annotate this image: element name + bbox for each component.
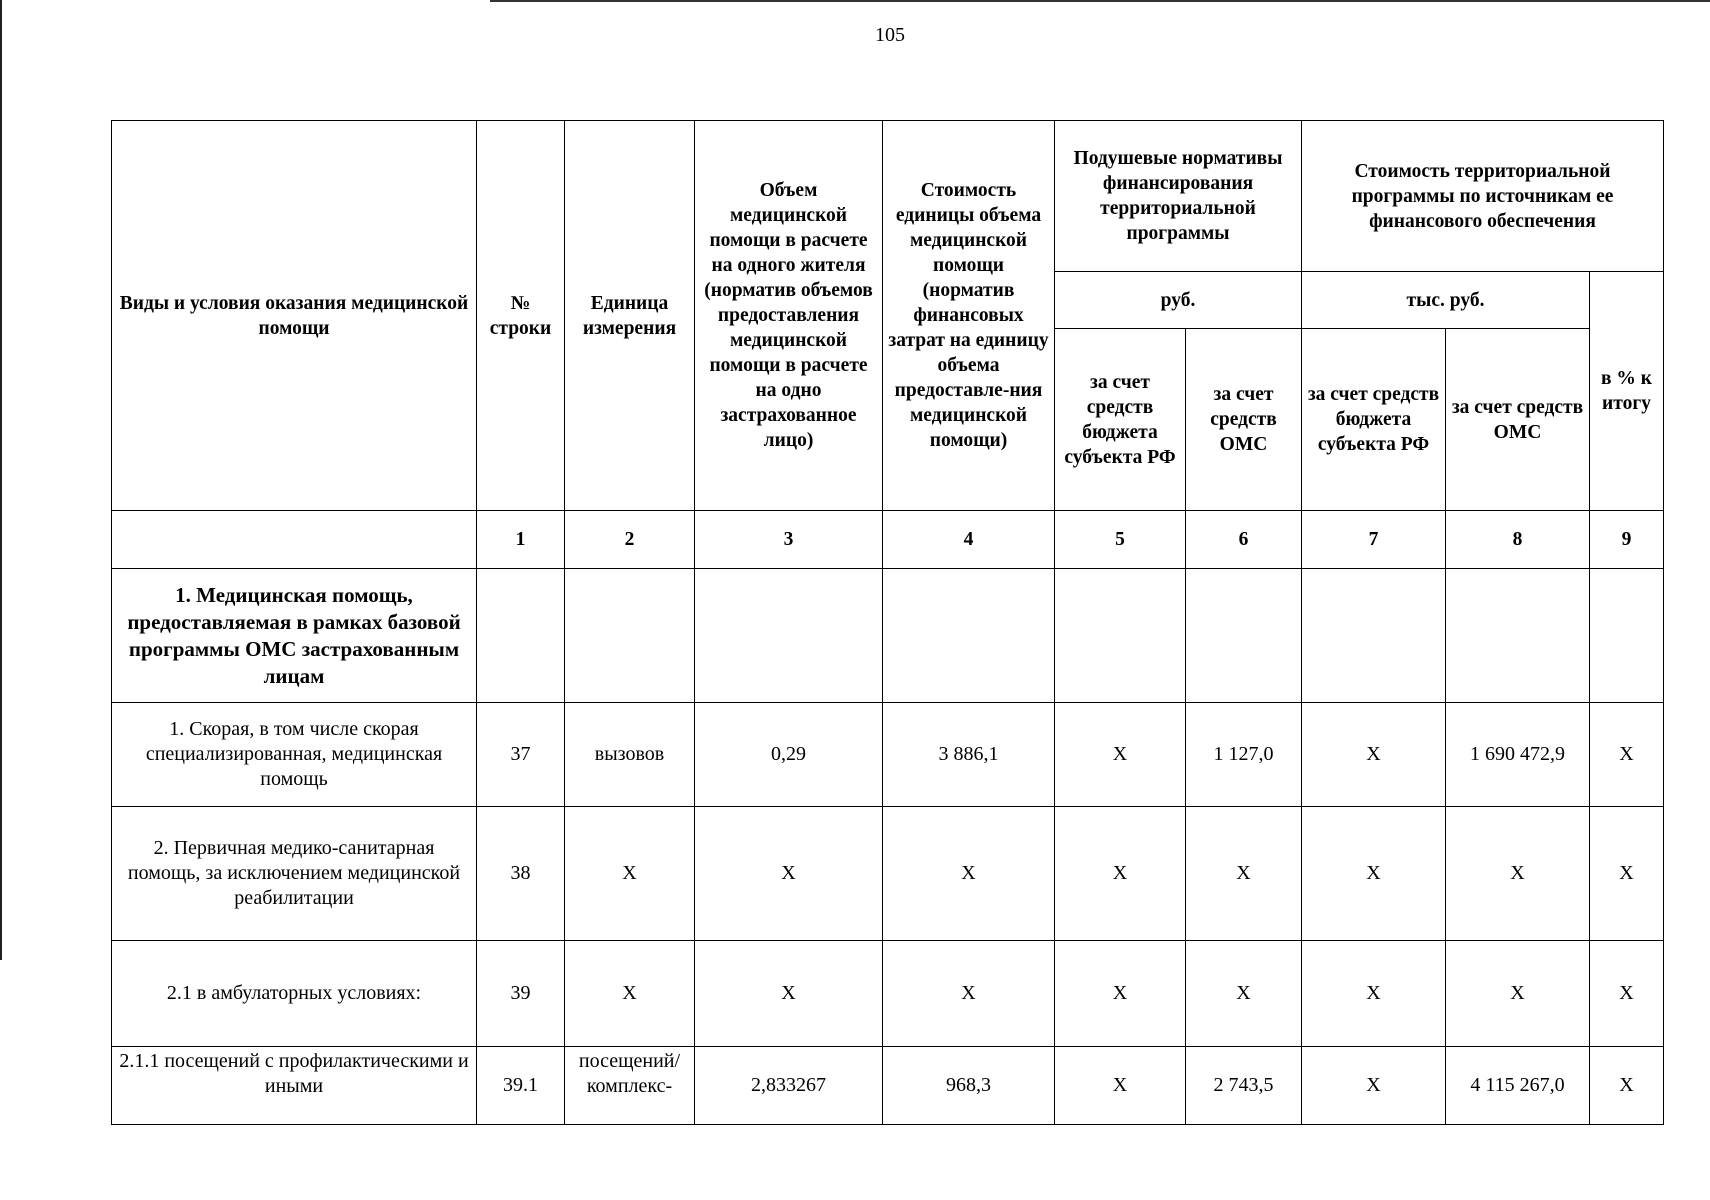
- row-cost: 968,3: [883, 1047, 1055, 1125]
- row-line-number: 37: [477, 703, 565, 807]
- row-volume: X: [695, 941, 883, 1047]
- row-col7: X: [1302, 941, 1446, 1047]
- row-unit: [565, 569, 695, 703]
- row-name: 1. Скорая, в том числе скорая специализированная, медицинская помощь: [112, 703, 477, 807]
- table-row: [112, 569, 1664, 703]
- row-col7: X: [1302, 1047, 1446, 1125]
- row-volume: 0,29: [695, 703, 883, 807]
- column-number: 3: [695, 511, 883, 569]
- table-row: [112, 807, 1664, 941]
- row-col8: 1 690 472,9: [1446, 703, 1590, 807]
- left-edge-line: [0, 0, 2, 960]
- row-col9: X: [1590, 1047, 1664, 1125]
- row-col7: [1302, 569, 1446, 703]
- row-col9: X: [1590, 703, 1664, 807]
- row-cost: [883, 569, 1055, 703]
- row-col6: X: [1186, 941, 1302, 1047]
- row-col8: 4 115 267,0: [1446, 1047, 1590, 1125]
- column-number: 6: [1186, 511, 1302, 569]
- table-header: [112, 121, 1664, 569]
- page-number: 105: [875, 24, 905, 46]
- row-col7: X: [1302, 703, 1446, 807]
- header-line-number: № строки: [477, 121, 565, 511]
- row-col6: [1186, 569, 1302, 703]
- row-name: 2. Первичная медико-санитарная помощь, за исключением медицинской реабилитации: [112, 807, 477, 941]
- row-col7: X: [1302, 807, 1446, 941]
- row-col9: X: [1590, 807, 1664, 941]
- header-volume: Объем медицинской помощи в расчете на одного жителя (норматив объемов предоставления медицинской помощи в расчете на одно застрахованное лицо): [695, 121, 883, 511]
- row-cost: X: [883, 807, 1055, 941]
- column-number: [112, 511, 477, 569]
- row-unit: вызовов: [565, 703, 695, 807]
- header-unit-cost: Стоимость единицы объема медицинской помощи (норматив финансовых затрат на единицу объема предоставле-ния медицинской помощи): [883, 121, 1055, 511]
- table-row: [112, 703, 1664, 807]
- header-thousand-rub: тыс. руб.: [1302, 272, 1590, 329]
- row-volume: X: [695, 807, 883, 941]
- header-oms-6: за счет средств ОМС: [1186, 329, 1302, 511]
- row-line-number: [477, 569, 565, 703]
- column-number: 9: [1590, 511, 1664, 569]
- column-number: 7: [1302, 511, 1446, 569]
- row-line-number: 38: [477, 807, 565, 941]
- top-edge-line: [490, 0, 1710, 2]
- row-unit: X: [565, 941, 695, 1047]
- row-unit: X: [565, 807, 695, 941]
- column-number: 5: [1055, 511, 1186, 569]
- header-types-conditions: Виды и условия оказания медицинской помощи: [112, 121, 477, 511]
- row-col9: [1590, 569, 1664, 703]
- row-name: 2.1 в амбулаторных условиях:: [112, 941, 477, 1047]
- row-col5: X: [1055, 1047, 1186, 1125]
- header-oms-8: за счет средств ОМС: [1446, 329, 1590, 511]
- row-col8: [1446, 569, 1590, 703]
- row-line-number: 39: [477, 941, 565, 1047]
- row-col6: 2 743,5: [1186, 1047, 1302, 1125]
- row-col5: [1055, 569, 1186, 703]
- row-name: 2.1.1 посещений с профилактическими и иными: [112, 1047, 477, 1125]
- row-col8: X: [1446, 941, 1590, 1047]
- row-name: 1. Медицинская помощь, предоставляемая в рамках базовой программы ОМС застрахованным лицам: [112, 569, 477, 703]
- table-row: [112, 941, 1664, 1047]
- row-col9: X: [1590, 941, 1664, 1047]
- row-cost: X: [883, 941, 1055, 1047]
- program-cost-table: [111, 120, 1664, 1125]
- row-col5: X: [1055, 941, 1186, 1047]
- row-line-number: 39.1: [477, 1047, 565, 1125]
- header-unit: Единица измерения: [565, 121, 695, 511]
- column-number: 1: [477, 511, 565, 569]
- header-program-cost-group: Стоимость территориальной программы по источникам ее финансового обеспечения: [1302, 121, 1664, 272]
- table-row: [112, 1047, 1664, 1125]
- row-col8: X: [1446, 807, 1590, 941]
- row-col5: X: [1055, 807, 1186, 941]
- row-col5: X: [1055, 703, 1186, 807]
- header-per-capita-group: Подушевые нормативы финансирования территориальной программы: [1055, 121, 1302, 272]
- column-number: 4: [883, 511, 1055, 569]
- header-budget-rf-5: за счет средств бюджета субъекта РФ: [1055, 329, 1186, 511]
- column-number: 2: [565, 511, 695, 569]
- row-volume: [695, 569, 883, 703]
- row-volume: 2,833267: [695, 1047, 883, 1125]
- table-body: [112, 569, 1664, 1125]
- row-unit: посещений/ комплекс-: [565, 1047, 695, 1125]
- column-number-row: [112, 511, 1664, 569]
- header-percent-of-total: в % к итогу: [1590, 272, 1664, 511]
- column-number: 8: [1446, 511, 1590, 569]
- header-rub: руб.: [1055, 272, 1302, 329]
- row-col6: X: [1186, 807, 1302, 941]
- header-budget-rf-7: за счет средств бюджета субъекта РФ: [1302, 329, 1446, 511]
- row-cost: 3 886,1: [883, 703, 1055, 807]
- row-col6: 1 127,0: [1186, 703, 1302, 807]
